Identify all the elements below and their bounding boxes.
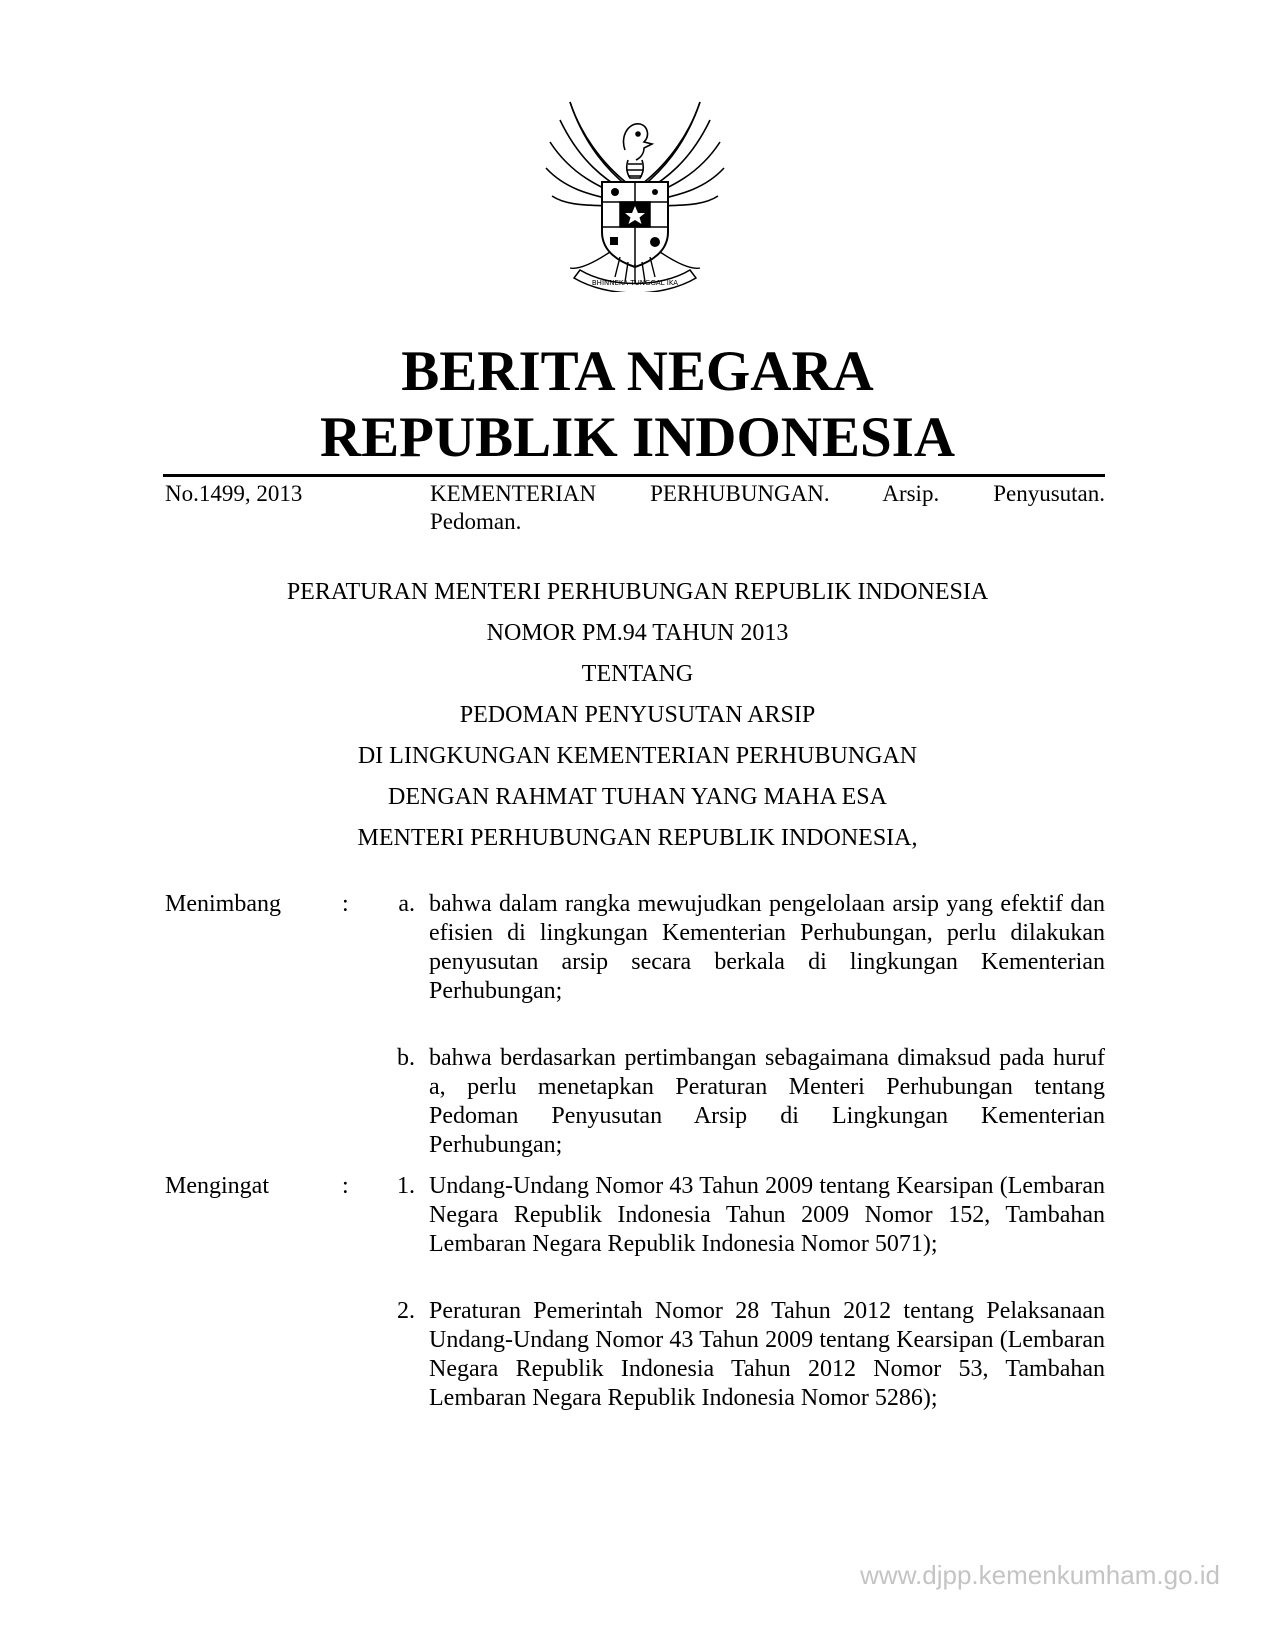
regulation-subject-line2: DI LINGKUNGAN KEMENTERIAN PERHUBUNGAN (357, 743, 918, 769)
masthead-title-line1: BERITA NEGARA (401, 340, 874, 403)
regulation-number: NOMOR PM.94 TAHUN 2013 (486, 620, 789, 646)
issue-topic-line1: KEMENTERIAN PERHUBUNGAN. Arsip. Penyusutan. (430, 481, 1105, 506)
regulation-subject-line1: PEDOMAN PENYUSUTAN ARSIP (459, 702, 816, 728)
menimbang-text-b: bahwa berdasarkan pertimbangan sebagaimana dimaksud pada huruf a, perlu menetapkan Peraturan Menteri Perhubungan tentang Pedoman Penyusutan Arsip di Lingkungan Kementerian Perhubungan; (429, 1045, 1105, 1158)
menimbang-marker-a: a. (398, 891, 415, 917)
masthead-title-line2: REPUBLIK INDONESIA (319, 406, 956, 469)
menimbang-label: Menimbang (165, 891, 281, 917)
menimbang-colon: : (342, 891, 349, 917)
mengingat-marker-2: 2. (397, 1298, 415, 1324)
emblem-motto: BHINNEKA TUNGGAL IKA (591, 279, 679, 287)
mengingat-text-2: Peraturan Pemerintah Nomor 28 Tahun 2012 tentang Pelaksanaan Undang-Undang Nomor 43 Tahun 2009 tentang Kearsipan (Lembaran Negara Republik Indonesia Tahun 2012 Nomor 53, Tambahan Lembaran Negara Republik Indonesia Nomor 5286); (429, 1298, 1105, 1411)
mengingat-label: Mengingat (165, 1173, 269, 1199)
regulation-title: PERATURAN MENTERI PERHUBUNGAN REPUBLIK INDONESIA (286, 579, 989, 605)
mengingat-marker-1: 1. (397, 1173, 415, 1199)
masthead-divider (163, 474, 1105, 477)
menimbang-text-a: bahwa dalam rangka mewujudkan pengelolaan arsip yang efektif dan efisien di lingkungan Kementerian Perhubungan, perlu dilakukan penyusutan arsip secara berkala di lingkungan Kementerian Perhubungan; (429, 891, 1105, 1004)
mengingat-text-1: Undang-Undang Nomor 43 Tahun 2009 tentang Kearsipan (Lembaran Negara Republik Indonesia Tahun 2009 Nomor 152, Tambahan Lembaran Negara Republik Indonesia Nomor 5071); (429, 1173, 1105, 1257)
source-url-watermark: www.djpp.kemenkumham.go.id (860, 1560, 1220, 1590)
mengingat-colon: : (342, 1173, 349, 1199)
garuda-pancasila-emblem-icon (540, 92, 730, 292)
issuing-authority: MENTERI PERHUBUNGAN REPUBLIK INDONESIA, (357, 825, 918, 851)
issue-number: No.1499, 2013 (165, 481, 303, 506)
issue-topic-line2: Pedoman. (430, 509, 522, 534)
preamble-invocation: DENGAN RAHMAT TUHAN YANG MAHA ESA (388, 784, 887, 810)
menimbang-marker-b: b. (397, 1045, 415, 1071)
regulation-tentang: TENTANG (581, 661, 694, 687)
